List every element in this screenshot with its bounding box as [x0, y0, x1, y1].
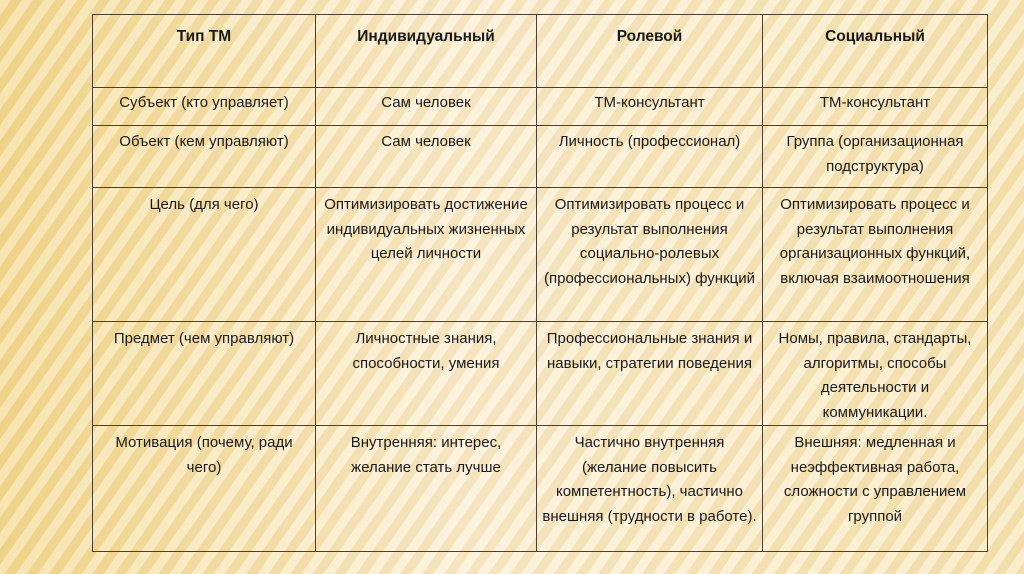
row-label-goal: Цель (для чего) — [93, 188, 316, 322]
table-cell: Личностные знания, способности, умения — [316, 322, 537, 426]
table-row — [93, 188, 988, 322]
row-label-object: Объект (кем управляют) — [93, 126, 316, 188]
table-row — [93, 322, 988, 426]
table-cell: Внутренняя: интерес, желание стать лучше — [316, 426, 537, 552]
header-row — [93, 15, 988, 88]
table-cell: Профессиональные знания и навыки, стратегии поведения — [537, 322, 763, 426]
table-cell: Частично внутренняя (желание повысить компетентность), частично внешняя (трудности в работе). — [537, 426, 763, 552]
header-cell-role: Ролевой — [537, 15, 763, 88]
table-cell: ТМ-консультант — [763, 88, 988, 126]
header-cell-type: Тип ТМ — [93, 15, 316, 88]
table-row — [93, 88, 988, 126]
table-cell: Оптимизировать достижение индивидуальных жизненных целей личности — [316, 188, 537, 322]
header-cell-individual: Индивидуальный — [316, 15, 537, 88]
row-label-subject: Субъект (кто управляет) — [93, 88, 316, 126]
table-cell: Оптимизировать процесс и результат выполнения социально-ролевых (профессиональных) функций — [537, 188, 763, 322]
comparison-table — [92, 14, 988, 552]
table-cell: Группа (организационная подструктура) — [763, 126, 988, 188]
table-row — [93, 426, 988, 552]
row-label-subject-matter: Предмет (чем управляют) — [93, 322, 316, 426]
table-cell: Номы, правила, стандарты, алгоритмы, способы деятельности и коммуникации. — [763, 322, 988, 426]
table-cell: Сам человек — [316, 126, 537, 188]
row-label-motivation: Мотивация (почему, ради чего) — [93, 426, 316, 552]
table-row — [93, 126, 988, 188]
table-cell: ТМ-консультант — [537, 88, 763, 126]
table-cell: Оптимизировать процесс и результат выполнения организационных функций, включая взаимоотношения — [763, 188, 988, 322]
table-cell: Личность (профессионал) — [537, 126, 763, 188]
table-cell: Сам человек — [316, 88, 537, 126]
table-cell: Внешняя: медленная и неэффективная работа, сложности с управлением группой — [763, 426, 988, 552]
header-cell-social: Социальный — [763, 15, 988, 88]
